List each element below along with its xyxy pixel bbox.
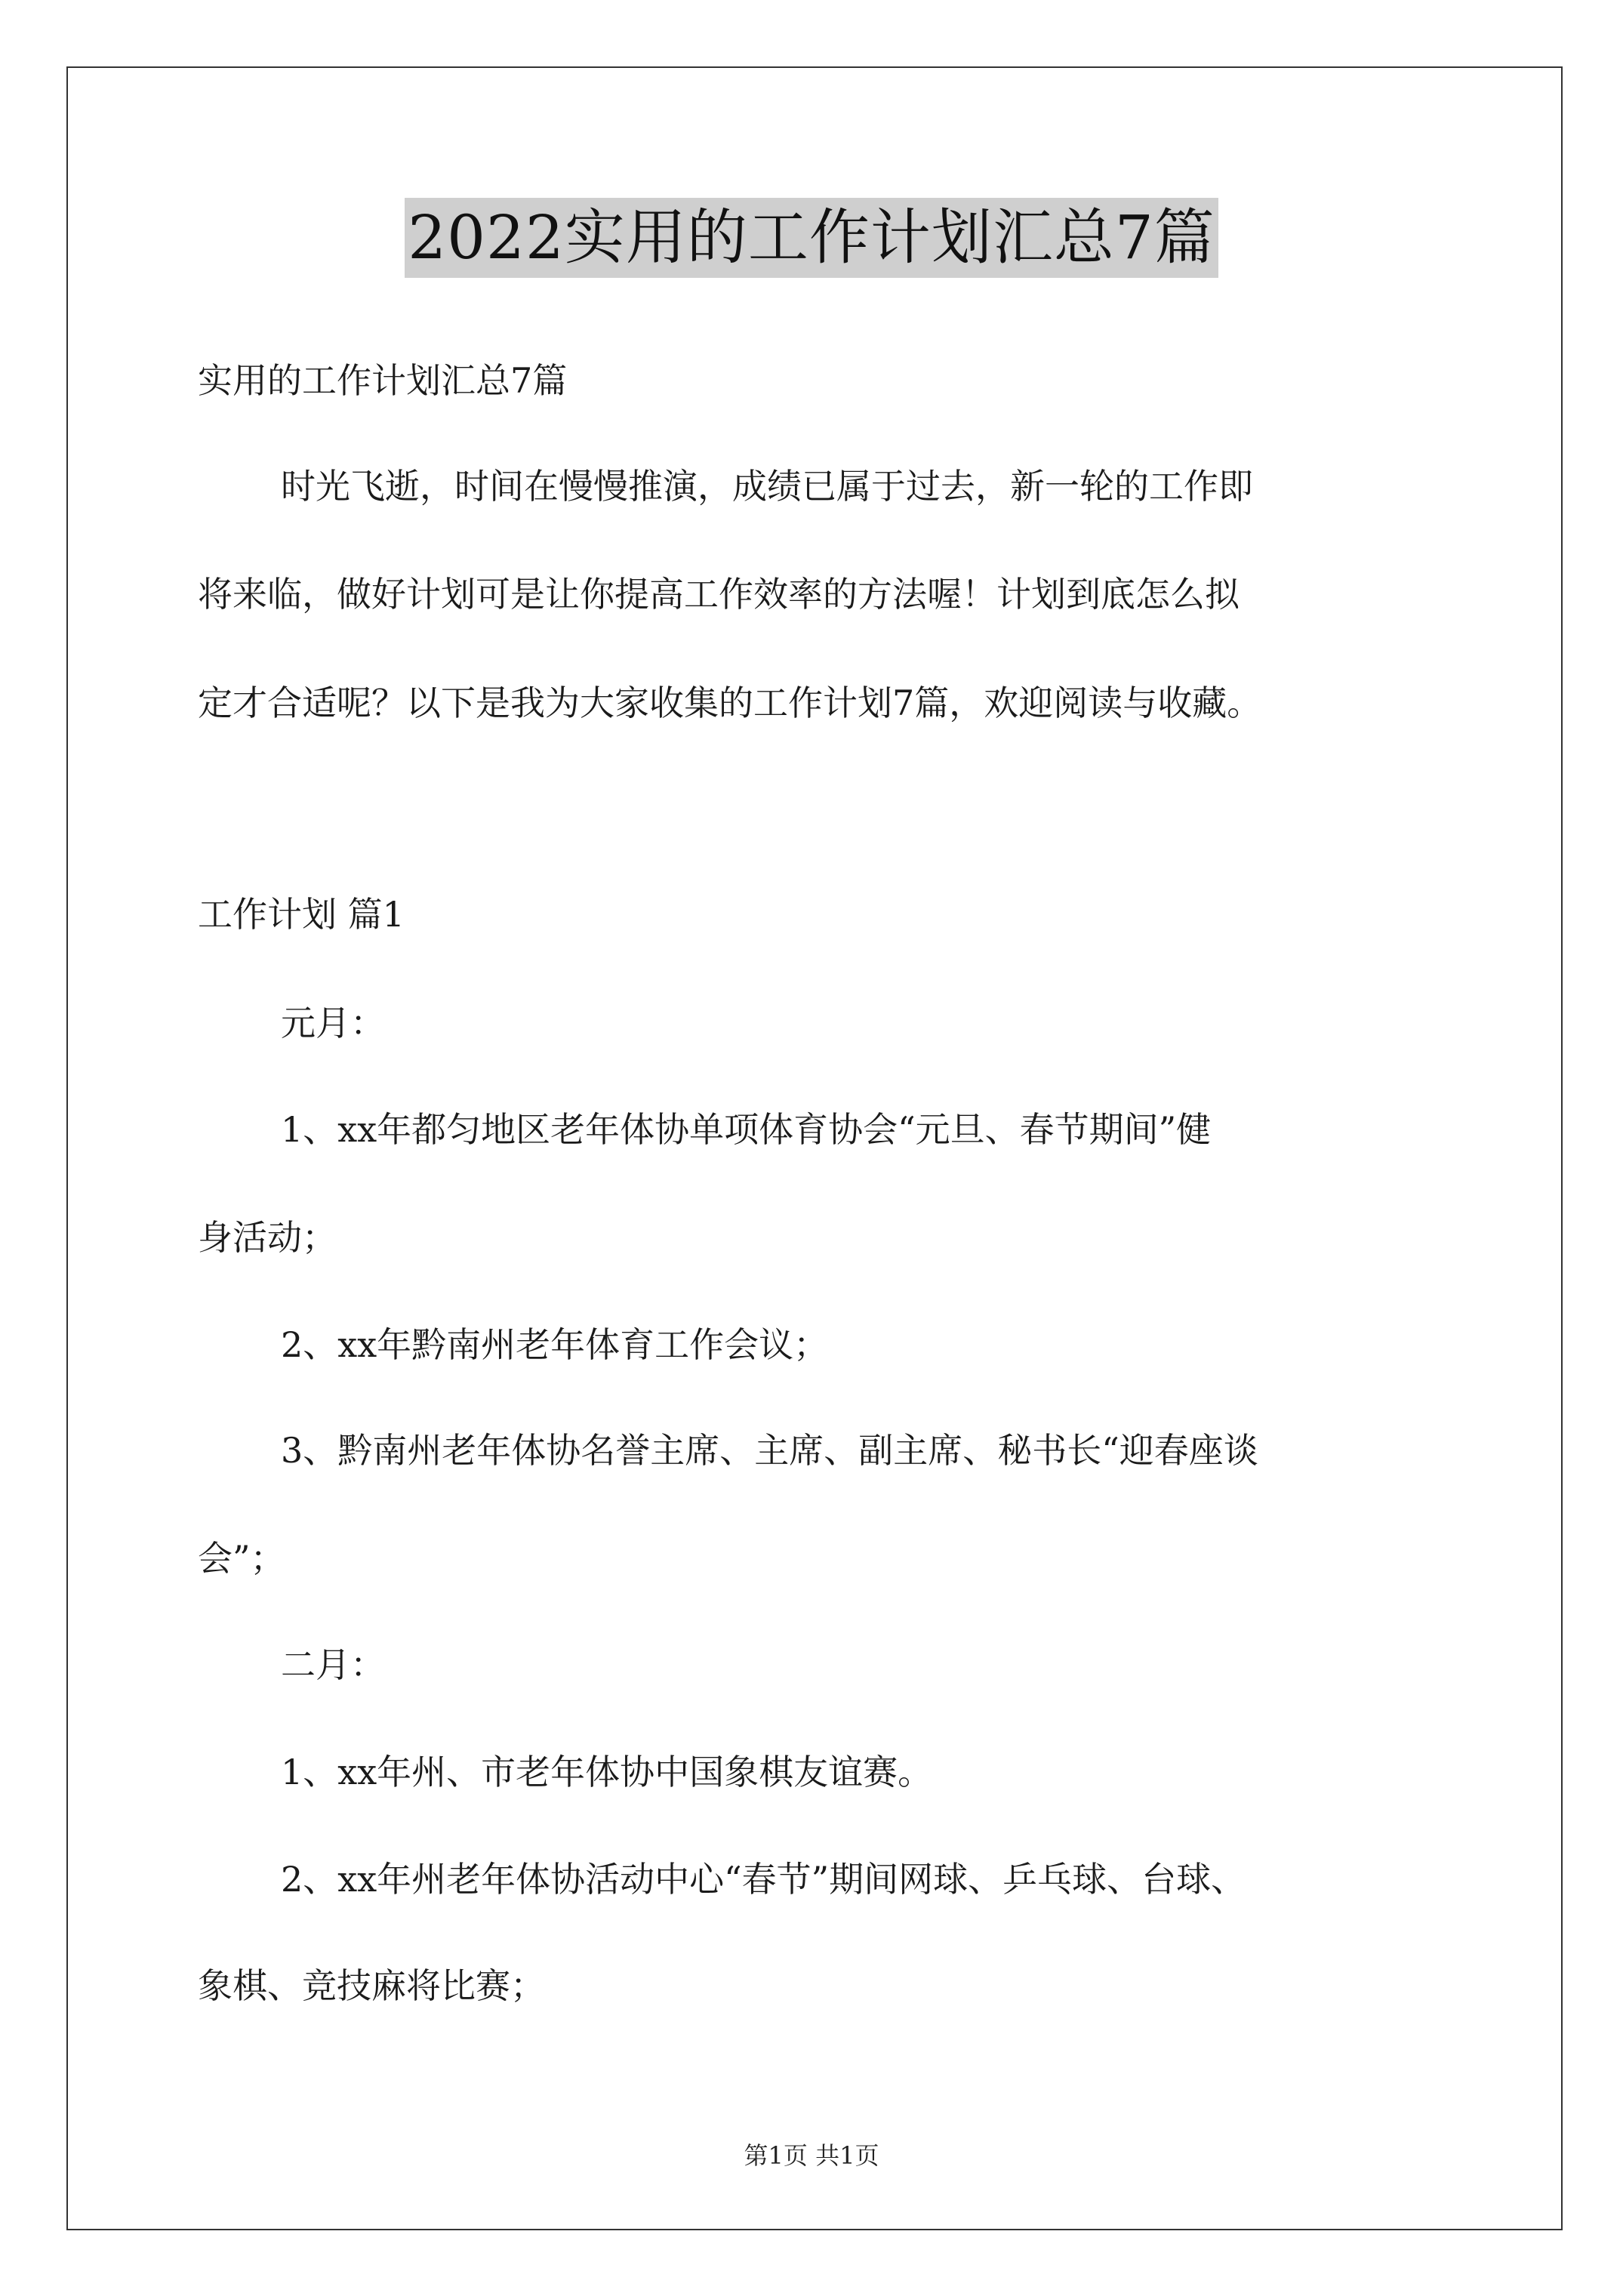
intro-line-3: 定才合适呢？以下是我为大家收集的工作计划7篇，欢迎阅读与收藏。 xyxy=(198,683,1262,723)
intro-line-1: 时光飞逝，时间在慢慢推演，成绩已属于过去，新一轮的工作即 xyxy=(281,466,1253,507)
january-item-3: 3、黔南州老年体协名誉主席、主席、副主席、秘书长“迎春座谈 xyxy=(281,1430,1258,1471)
document-subtitle: 实用的工作计划汇总7篇 xyxy=(198,360,568,401)
february-item-2-cont: 象棋、竞技麻将比赛； xyxy=(198,1965,545,2006)
intro-line-2: 将来临，做好计划可是让你提高工作效率的方法喔！计划到底怎么拟 xyxy=(198,574,1240,615)
february-item-1: 1、xx年州、市老年体协中国象棋友谊赛。 xyxy=(281,1752,933,1792)
page-number-footer: 第1页 共1页 xyxy=(744,2141,879,2170)
february-item-2: 2、xx年州老年体协活动中心“春节”期间网球、乒乓球、台球、 xyxy=(281,1859,1246,1900)
january-item-1: 1、xx年都匀地区老年体协单项体育协会“元旦、春节期间”健 xyxy=(281,1109,1212,1150)
february-label: 二月： xyxy=(281,1644,385,1685)
section-heading: 工作计划 篇1 xyxy=(198,894,405,935)
document-title: 2022实用的工作计划汇总7篇 xyxy=(405,198,1218,278)
january-item-1-cont: 身活动； xyxy=(198,1217,337,1258)
january-label: 元月： xyxy=(281,1003,385,1043)
title-wrapper xyxy=(0,198,1623,278)
january-item-2: 2、xx年黔南州老年体育工作会议； xyxy=(281,1324,829,1365)
january-item-3-cont: 会”； xyxy=(198,1538,285,1579)
